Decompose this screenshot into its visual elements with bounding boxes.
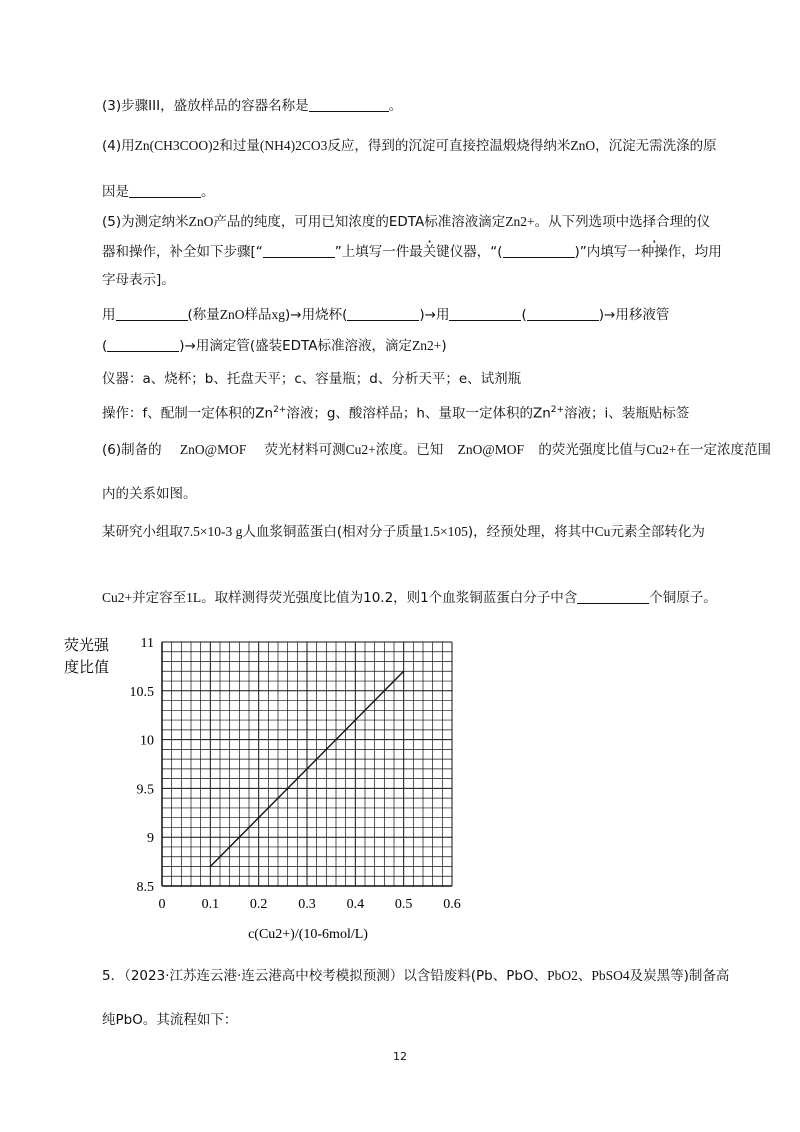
y-tick-label: 9: [147, 831, 154, 847]
q4-line2: 因是 。: [102, 184, 215, 200]
answer-blank[interactable]: [577, 589, 649, 604]
q5-steps-line2: ( )→用滴定管(盛装EDTA标准溶液，滴定Zn2+): [102, 338, 447, 354]
q5-line2: 器和操作，补全如下步骤[“ ”上填写一件最关键仪器 ·，“( )”内填写一种操作，均用: [102, 242, 722, 262]
formula-zno-mof: ZnO@MOF: [179, 442, 247, 457]
x-axis-label: c(Cu2+)/(10-6mol/L): [248, 927, 368, 942]
fluorescence-chart: [60, 628, 480, 948]
y-axis-label-line1: 荧光强: [64, 638, 110, 654]
x-tick-label: 0: [158, 897, 166, 912]
answer-blank[interactable]: [309, 97, 389, 112]
chart-ticks: [130, 636, 461, 912]
q3-text: (3)步骤III，盛放样品的容器名称是: [102, 98, 309, 114]
q7-line1: 5．（2023·江苏连云港·连云港高中校考模拟预测）以含铅废料(Pb、PbO、PbO2、PbSO4及炭黑等)制备高: [102, 968, 730, 984]
x-tick-label: 0.3: [298, 897, 316, 912]
y-tick-label: 10: [140, 733, 154, 749]
answer-blank[interactable]: [527, 306, 599, 321]
q7-line2: 纯PbO。其流程如下：: [102, 1012, 238, 1028]
q6-line2: 内的关系如图。: [102, 486, 197, 502]
answer-blank[interactable]: [116, 306, 188, 321]
instruments-list: 仪器：a、烧杯；b、托盘天平；c、容量瓶；d、分析天平；e、试剂瓶: [102, 371, 522, 387]
emphasized-text: 一种操作: [627, 244, 682, 260]
q5-line3: 字母表示]。: [102, 272, 175, 288]
y-tick-label: 8.5: [136, 880, 154, 895]
y-axis-label-line2: 度比值: [64, 660, 110, 676]
answer-blank[interactable]: [347, 306, 419, 321]
q6-line4: Cu2+并定容至1L。取样测得荧光强度比值为10.2，则1个血浆铜蓝蛋白分子中含 个铜原子。: [102, 590, 717, 606]
q5-steps-line1: 用 (称量ZnO样品xg)→用烧杯( )→用 ( )→用移液管: [102, 307, 670, 323]
operations-list: 操作：f、配制一定体积的$Zn^{2+}$溶液；g、酸溶样品；h、量取一定体积的$Zn^{2+}$溶液；i、装瓶贴标签: [102, 405, 690, 422]
x-tick-label: 0.4: [346, 897, 365, 912]
answer-blank[interactable]: [129, 183, 201, 198]
answer-blank[interactable]: [107, 337, 179, 352]
answer-blank[interactable]: [449, 306, 521, 321]
emphasized-text: 一件最关键仪器 ·: [382, 244, 477, 260]
y-tick-label: 11: [140, 636, 154, 651]
chart-grid: [162, 642, 452, 886]
q6-line3: 某研究小组取7.5×10-3 g人血浆铜蓝蛋白(相对分子质量1.5×105)，经预处理，将其中Cu元素全部转化为: [102, 524, 705, 540]
x-tick-label: 0.5: [394, 897, 413, 912]
formula-zno: ZnO: [570, 138, 596, 153]
x-tick-label: 0.1: [201, 897, 220, 912]
answer-blank[interactable]: [503, 243, 575, 258]
page-number: 12: [393, 1050, 407, 1063]
x-tick-label: 0.6: [443, 897, 461, 912]
formula-zn-ion: Zn2+: [505, 214, 535, 229]
formula-ammonium-carbonate: (NH4)2CO3: [259, 138, 328, 153]
q3-line: (3)步骤III，盛放样品的容器名称是 。: [102, 98, 403, 114]
y-tick-label: 9.5: [136, 782, 154, 798]
y-tick-label: 10.5: [129, 684, 154, 700]
q6-line1: (6)制备的 ZnO@MOF 荧光材料可测Cu2+浓度。已知 ZnO@MOF 的荧光强度比值与Cu2+在一定浓度范围: [102, 442, 771, 458]
formula-zinc-acetate: Zn(CH3COO)2: [134, 138, 220, 153]
q5-line1: (5)为测定纳米ZnO产品的纯度，可用已知浓度的EDTA标准溶液滴定Zn2+。从下列选项中选择合理的仪: [102, 214, 711, 230]
q4-line1: (4)用Zn(CH3COO)2和过量(NH4)2CO3反应，得到的沉淀可直接控温煅烧得纳米ZnO，沉淀无需洗涤的原: [102, 138, 717, 154]
answer-blank[interactable]: [263, 243, 335, 258]
x-tick-label: 0.2: [249, 897, 268, 912]
